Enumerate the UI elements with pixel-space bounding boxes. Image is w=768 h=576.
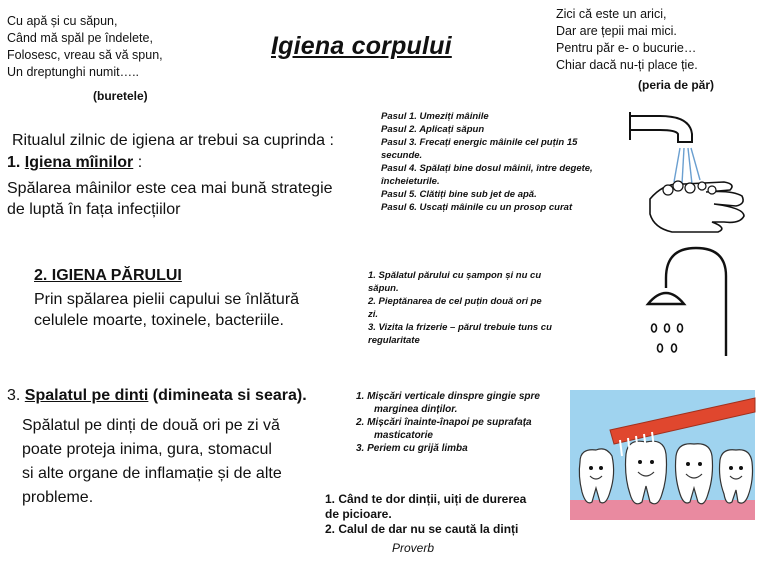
step-line: masticatorie [374,430,433,441]
riddle-line: Dar are țepii mai mici. [556,24,677,38]
step-line: Pasul 2. Aplicați săpun [381,124,485,135]
section3-body [22,414,282,510]
section3-schedule: (dimineata si seara). [148,387,307,404]
body-line: poate proteja inima, gura, stomacul [22,441,272,458]
riddle-line: Chiar dacă nu-ți place ție. [556,58,698,72]
body-line: si alte organe de inflamație și de alte [22,465,282,482]
step-line: Pasul 3. Frecați energic mâinile cel puțin 15 [381,137,578,148]
riddle-line: Pentru păr e- o bucurie… [556,41,697,55]
body-line: probleme. [22,489,94,506]
riddle-line: Folosesc, vreau să vă spun, [7,48,163,62]
riddle-right [556,6,698,74]
hair-steps [368,269,588,347]
step-line: 2. Pieptănarea de cel puțin două ori pe [368,296,542,307]
body-line: Spălarea mâinilor este cea mai bună strategie [7,180,333,197]
riddle-line: Zici că este un arici, [556,7,667,21]
riddle-right-answer: (peria de păr) [638,78,715,92]
step-line: Pasul 4. Spălați bine dosul mâinii, între degete, [381,163,593,174]
shower-illustration [640,244,750,360]
step-line: săpun. [368,283,399,294]
step-line: Pasul 6. Uscați mâinile cu un prosop curat [381,202,573,213]
proverb-line: de picioare. [325,507,392,521]
step-line: 1. Mișcări verticale dinspre gingie spre [356,391,540,402]
step-line: regularitate [368,335,420,346]
handwash-illustration [620,104,760,236]
riddle-line: Când mă spăl pe îndelete, [7,31,153,45]
riddle-line: Cu apă și cu săpun, [7,14,118,28]
page-title: Igiena corpului [271,32,452,60]
section1-body [7,178,333,220]
step-line: 3. Periem cu grijă limba [356,443,468,454]
handwash-steps [381,110,621,214]
brushing-steps [356,390,566,455]
proverbs [325,492,565,537]
step-line: Pasul 5. Clătiți bine sub jet de apă. [381,189,537,200]
step-line: secunde. [381,150,423,161]
section1-heading [7,153,142,172]
step-line: marginea dinților. [374,404,458,415]
body-line: de luptă în fața infecțiilor [7,201,181,218]
intro-text: Ritualul zilnic de igiena ar trebui sa cuprinda : [12,132,334,149]
section1-colon: : [133,154,143,171]
step-line: 2. Mișcări înainte-înapoi pe suprafața [356,417,532,428]
proverb-line: 1. Când te dor dinții, uiți de durerea [325,492,527,506]
section2-body [34,289,299,331]
section3-heading [7,386,307,405]
riddle-left [7,13,163,81]
step-line: 1. Spălatul părului cu șampon și nu cu [368,270,542,281]
step-line: Pasul 1. Umeziți mâinile [381,111,489,122]
step-line: 3. Vizita la frizerie – părul trebuie tuns cu [368,322,552,333]
step-line: încheieturile. [381,176,440,187]
step-line: zi. [368,309,379,320]
body-line: celulele moarte, toxinele, bacteriile. [34,312,284,329]
proverb-source: Proverb [392,541,435,555]
riddle-line: Un dreptunghi numit….. [7,65,140,79]
riddle-left-answer: (buretele) [93,89,148,103]
proverb-line: 2. Calul de dar nu se caută la dinți [325,522,519,536]
body-line: Prin spălarea pielii capului se înlătură [34,291,300,308]
section1-number: 1. [7,154,21,171]
body-line: Spălatul pe dinți de două ori pe zi vă [22,417,280,434]
teeth-illustration [570,390,755,520]
section3-number: 3. [7,387,25,404]
section2-heading: 2. IGIENA PĂRULUI [34,267,182,284]
section3-title: Spalatul pe dinti [24,387,149,404]
section1-title: Igiena mîinilor [24,154,134,171]
